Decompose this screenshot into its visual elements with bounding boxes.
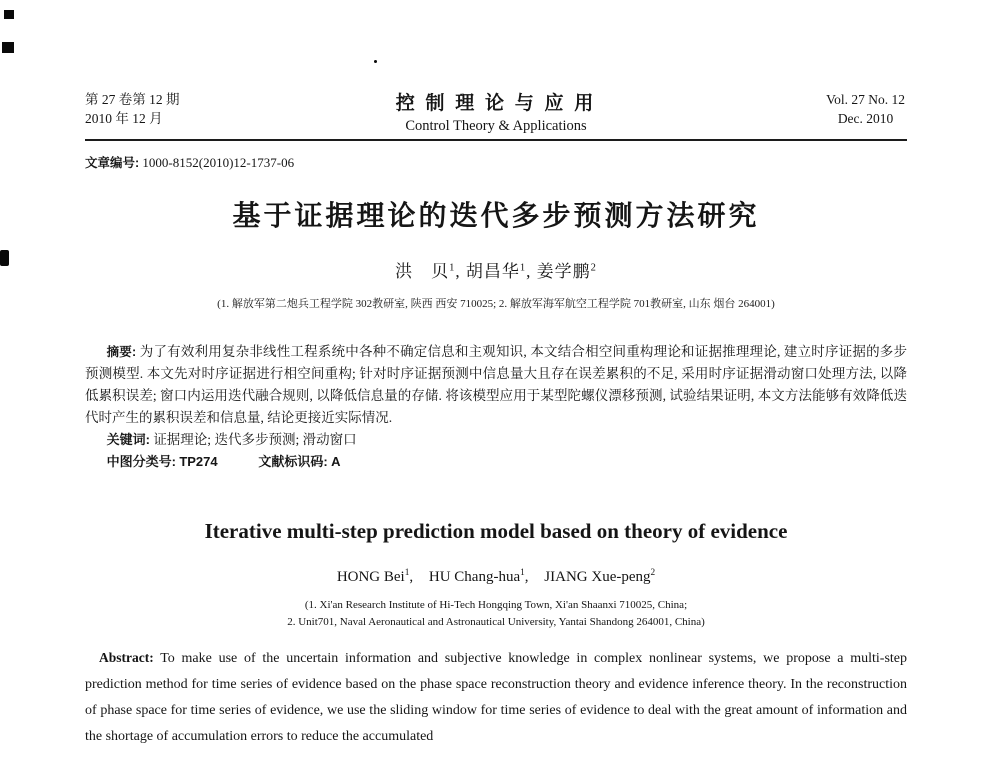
affiliation-en-line2: 2. Unit701, Naval Aeronautical and Astronautical University, Yantai Shandong 264001, China) [287, 616, 705, 628]
author-cn [537, 262, 597, 281]
author-sup: 2 [590, 262, 597, 274]
journal-header [85, 88, 907, 132]
author-name: JIANG Xue-peng [544, 569, 651, 585]
abstract-cn [85, 341, 907, 429]
abstract-label-cn: 摘要: [106, 345, 137, 359]
journal-title-cn: 控 制 理 论 与 应 用 [395, 93, 597, 114]
affiliation-cn: (1. 解放军第二炮兵工程学院 302教研室, 陕西 西安 710025; 2. 解放军海军航空工程学院 701教研室, 山东 烟台 264001) [217, 298, 775, 310]
authors-cn [85, 261, 907, 283]
scan-artifact [374, 60, 377, 63]
date-en: Dec. 2010 [837, 111, 894, 126]
author-cn [466, 262, 537, 281]
clc-value: TP274 [179, 454, 218, 469]
author-separator: , [409, 569, 417, 585]
doc-code-value: A [331, 454, 341, 469]
abstract-label-en: Abstract: [99, 650, 154, 665]
author-name: 姜学鹏 [536, 262, 591, 281]
article-number-label: 文章编号: [85, 156, 140, 170]
author-separator: , [526, 262, 537, 281]
author-cn [395, 262, 466, 281]
volume-issue-en: Vol. 27 No. 12 [826, 92, 905, 107]
author-name: HU Chang-hua [428, 569, 521, 585]
author-en [429, 569, 532, 585]
clc-label: 中图分类号: [106, 454, 176, 469]
title-en: Iterative multi-step prediction model based on theory of evidence [204, 519, 788, 543]
header-center [85, 88, 907, 135]
header-rule [85, 139, 907, 141]
author-en [337, 569, 417, 585]
author-separator: , [455, 262, 466, 281]
volume-issue-cn: 第 27 卷第 12 期 [85, 92, 180, 107]
author-name: 胡昌华 [465, 262, 520, 281]
page-content [85, 88, 907, 750]
affiliation-en [85, 597, 907, 631]
clc-line [85, 451, 907, 473]
author-name: HONG Bei [336, 569, 405, 585]
author-en [544, 569, 655, 585]
author-sup: 1 [519, 262, 527, 274]
date-cn: 2010 年 12 月 [85, 111, 163, 126]
scan-artifact [0, 250, 9, 266]
authors-en [85, 567, 907, 587]
abstract-en [85, 645, 907, 750]
article-number-value: 1000-8152(2010)12-1737-06 [142, 155, 295, 170]
scan-artifact [4, 10, 14, 19]
author-sup: 1 [404, 568, 410, 578]
abstract-text-cn: 为了有效利用复杂非线性工程系统中各种不确定信息和主观知识, 本文结合相空间重构理论和证据推理理论, 建立时序证据的多步预测模型. 本文先对时序证据进行相空间重构; 针对时序证据预测中信息量大且存在误差累积的不足, 采用时序证据滑动窗口处理方法, 以降低累积误差; 窗口内运用迭代融合规则, 以降低信息量的存储. 将该模型应用于某型陀螺仪漂移预测, 试验结果证明, 本文方法能够有效降低迭代时产生的累积误差和信息量, 结论更接近实际情况. [85, 344, 908, 425]
keywords-label: 关键词: [106, 432, 150, 447]
affiliation-en-line1: (1. Xi'an Research Institute of Hi-Tech Hongqing Town, Xi'an Shaanxi 710025, China; [304, 599, 688, 611]
article-number-line [85, 153, 907, 171]
keywords-text: 证据理论; 迭代多步预测; 滑动窗口 [153, 432, 357, 447]
author-name: 洪 贝 [395, 262, 450, 281]
header-left [85, 90, 180, 128]
keywords-line [85, 429, 907, 451]
title-cn: 基于证据理论的迭代多步预测方法研究 [232, 201, 760, 232]
author-sup: 1 [520, 568, 525, 578]
author-sup: 1 [449, 262, 456, 274]
author-sup: 2 [650, 568, 656, 578]
author-separator: , [524, 569, 533, 585]
scan-artifact [2, 42, 14, 53]
abstract-text-en: To make use of the uncertain information and subjective knowledge in complex nonlinear systems, we propose a multi-step prediction method for time series of evidence based on the phase space reconstruction theory and evidence inference theory. In the reconstruction of phase space for time series of evidence, we use the sliding window for time series of evidence to deal with the great amount of information and the shortage of accumulation errors to reduce the accumulated [85, 651, 907, 744]
journal-title-en: Control Theory & Applications [405, 118, 587, 134]
header-right [826, 90, 905, 128]
doc-code-label: 文献标识码: [258, 454, 328, 469]
